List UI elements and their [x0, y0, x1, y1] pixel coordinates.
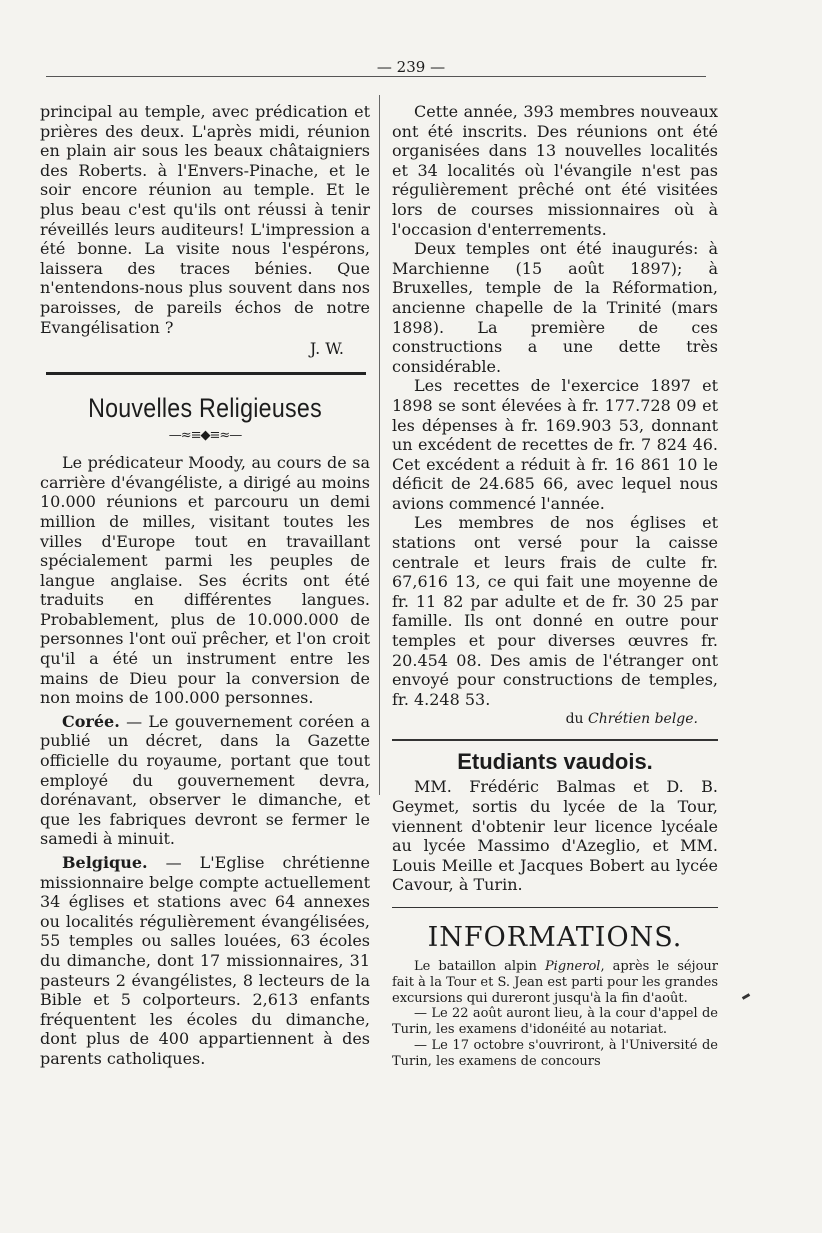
text-coree: — Le gouvernement coréen a publié un décret, dans la Gazette officielle du royaume, portant que tout employé du gouvernement devra, dorénavant, observer le dimanche, et que les fabriques devront se fermer le samedi à minuit.: [40, 711, 370, 849]
right-column: [392, 102, 718, 1070]
ornament: —≈≡◆≡≈—: [168, 428, 242, 444]
section-rule: [46, 372, 366, 375]
label-belgique: Belgique.: [62, 853, 148, 872]
header-rule: [46, 76, 706, 77]
column-divider: [379, 95, 380, 795]
section-rule: [392, 739, 718, 741]
paragraph: Les recettes de l'exercice 1897 et 1898 se sont élevées à fr. 177.728 09 et les dépenses à fr. 169.903 53, donnant un excédent de recettes de fr. 7 824 46. Cet excédent a réduit à fr. 16 861 10 le déficit de 24.685 66, avec lequel nous avions commencé l'année.: [392, 376, 718, 513]
paragraph: principal au temple, avec prédication et prières des deux. L'après midi, réunion en plain air sous les beaux châtaigniers des Roberts. à l'Envers-Pinache, et le soir encore réunion au temple. Et le plus beau c'est qu'ils ont réussi à tenir réveillés leurs auditeurs! L'impression a été bonne. La visite nous l'espérons, laissera des traces bénies. Que n'entendons-nous plus souvent dans nos paroisses, de pareils échos de notre Evangélisation ?: [40, 102, 370, 337]
section-title-etudiants: Etudiants vaudois.: [457, 749, 653, 775]
info-item: — Le 22 août auront lieu, à la cour d'appel de Turin, les examens d'idonéité au notariat.: [392, 1006, 718, 1038]
section-title: Nouvelles Religieuses: [88, 393, 322, 424]
info-item: [392, 959, 718, 1006]
paragraph-coree: [40, 712, 370, 849]
source-credit: [392, 711, 718, 727]
source-name: Chrétien belge.: [588, 711, 698, 728]
paragraph: Les membres de nos églises et stations ont versé pour la caisse centrale et leurs frais de culte fr. 67,616 13, ce qui fait une moyenne de fr. 11 82 par adulte et de fr. 30 25 par famille. Ils ont donné en outre pour temples et pour diverses œuvres fr. 20.454 08. Des amis de l'étranger ont envoyé pour constructions de temples, fr. 4.248 53.: [392, 513, 718, 709]
paragraph: Cette année, 393 membres nouveaux ont été inscrits. Des réunions ont été organisées dans 13 nouvelles localités et 34 localités où l'évangile n'est pas régulièrement prêché ont été visitées lors de courses missionnaires où à l'occasion d'enterrements.: [392, 102, 718, 239]
info-text: Le bataillon alpin: [414, 958, 545, 974]
info-text: , après le séjour fait à la Tour et S. Jean est parti pour les grandes excursions qui dureront jusqu'à la fin d'août.: [392, 958, 719, 1006]
informations-block: [392, 959, 718, 1070]
label-coree: Corée.: [62, 711, 120, 731]
section-rule: [392, 907, 718, 908]
left-column: [40, 102, 370, 1069]
page-number: — 239 —: [376, 58, 446, 76]
source-prefix: du: [565, 711, 589, 728]
info-item: — Le 17 octobre s'ouvriront, à l'Université de Turin, les examens de concours: [392, 1037, 718, 1069]
paragraph-moody: Le prédicateur Moody, au cours de sa carrière d'évangéliste, a dirigé au moins 10.000 réunions et parcouru un demi million de milles, visitant toutes les villes d'Europe tout en travaillant spécialement parmi les peuples de langue anglaise. Ses écrits ont été traduits en différentes langues. Probablement, plus de 10.000.000 de personnes l'ont ouï prêcher, et l'on croit qu'il a été un instrument entre les mains de Dieu pour la conversion de non moins de 100.000 personnes.: [40, 453, 370, 708]
paragraph-belgique: [40, 853, 370, 1069]
paragraph-etudiants: MM. Frédéric Balmas et D. B. Geymet, sortis du lycée de la Tour, viennent d'obtenir leur licence lycéale au lycée Massimo d'Azeglio, et MM. Louis Meille et Jacques Bobert au lycée Cavour, à Turin.: [392, 777, 718, 895]
section-title-informations: INFORMATIONS.: [427, 921, 683, 953]
signature: J. W.: [309, 339, 344, 359]
text-belgique: — L'Eglise chrétienne missionnaire belge compte actuellement 34 églises et stations avec 64 annexes ou localités régulièrement évangélisées, 55 temples ou salles louées, 63 écoles du dimanche, dont 17 missionnaires, 31 pasteurs 2 évangélistes, 8 lecteurs de la Bible et 5 colporteurs. 2,613 enfants fréquentent les écoles du dimanche, dont plus de 400 appartiennent à des parents catholiques.: [40, 853, 370, 1068]
scan-mark: [742, 993, 750, 1000]
info-italic: Pignerol: [544, 958, 601, 974]
paragraph: Deux temples ont été inaugurés: à Marchienne (15 août 1897); à Bruxelles, temple de la Réformation, ancienne chapelle de la Trinité (mars 1898). La première de ces constructions a une dette très considérable.: [392, 239, 718, 376]
